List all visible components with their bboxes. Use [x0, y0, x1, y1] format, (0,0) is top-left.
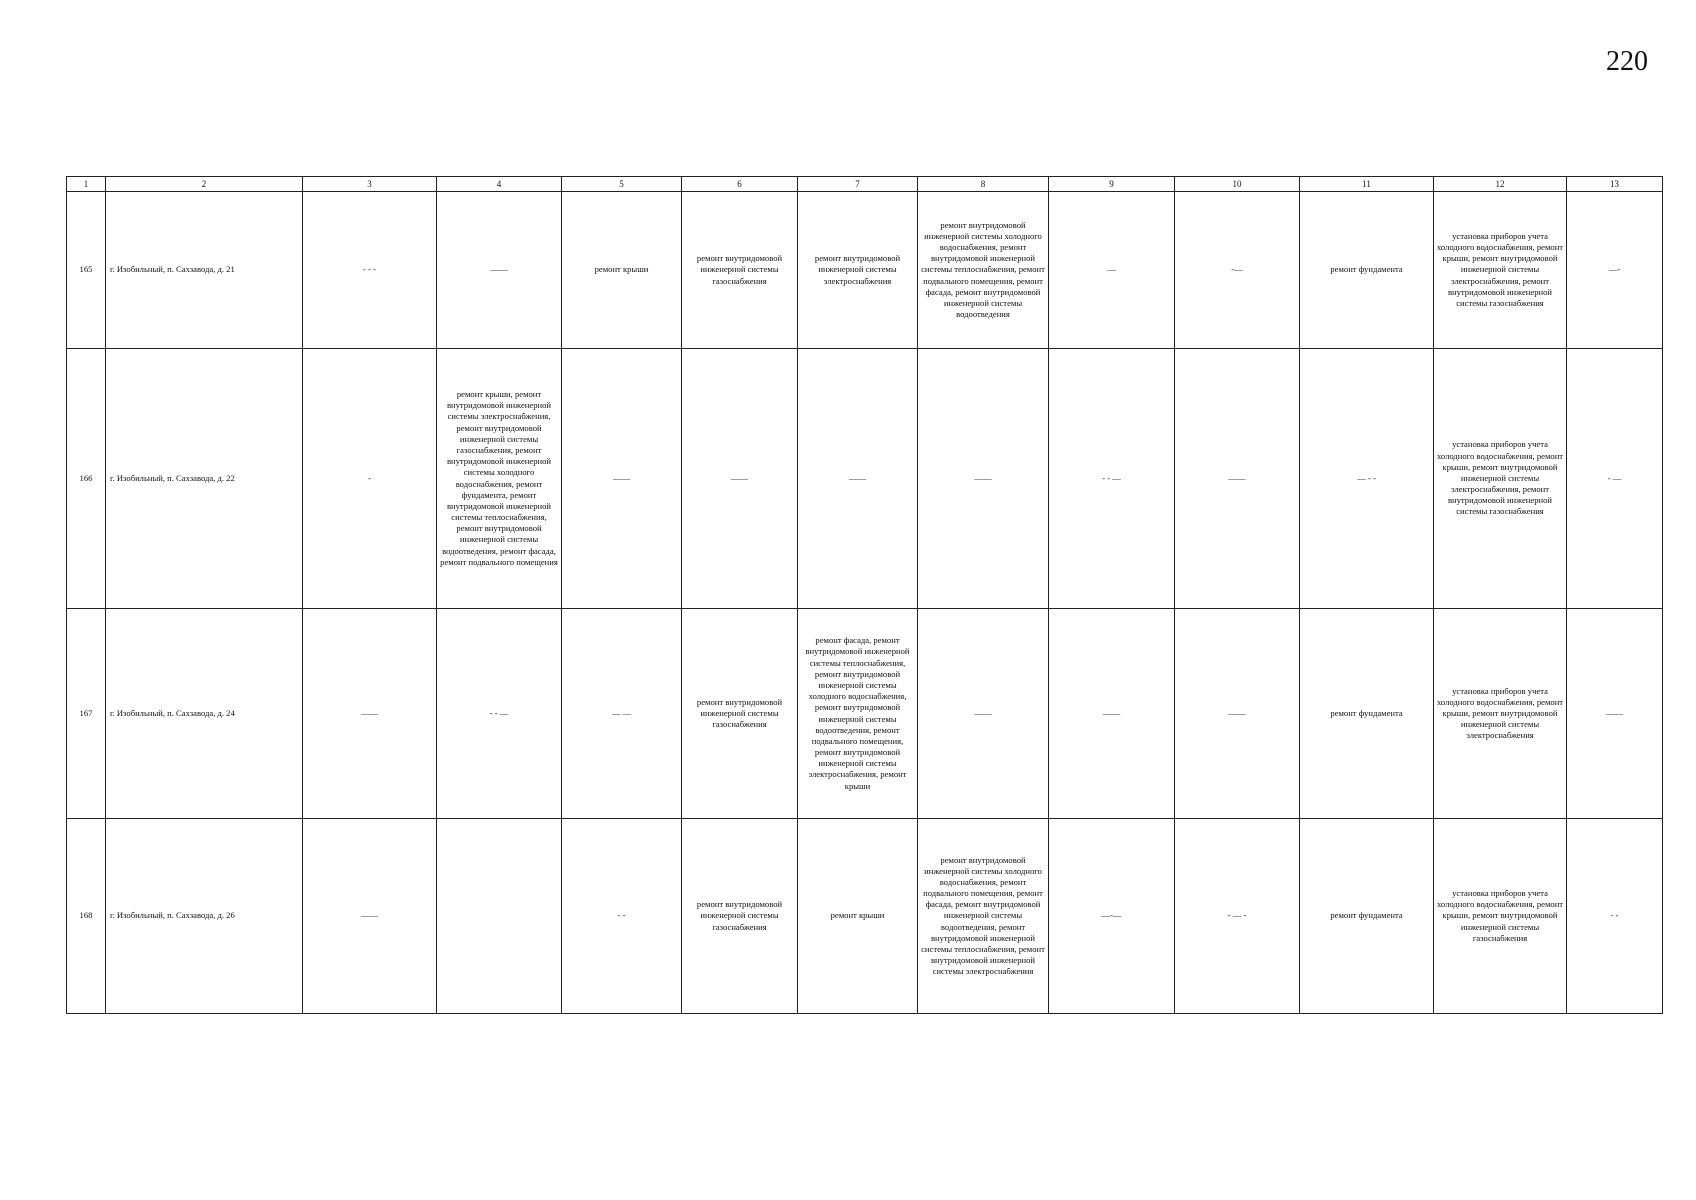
table-cell: ремонт внутридомовой инженерной системы газоснабжения	[682, 192, 798, 349]
table-cell: ремонт фундамента	[1300, 819, 1434, 1014]
column-header: 2	[106, 177, 303, 192]
table-cell: ремонт внутридомовой инженерной системы холодного водоснабжения, ремонт подвального помещения, ремонт фасада, ремонт внутридомовой инженерной системы водоотведения, ремонт внутридомовой инженерной системы теплоснабжения, ремонт внутридомовой инженерной системы электроснабжения	[918, 819, 1049, 1014]
column-header: 12	[1434, 177, 1567, 192]
column-header: 8	[918, 177, 1049, 192]
table-cell: ——	[1049, 609, 1175, 819]
column-header: 4	[437, 177, 562, 192]
table-cell: установка приборов учета холодного водоснабжения, ремонт крыши, ремонт внутридомовой инженерной системы электроснабжения, ремонт внутридомовой инженерной системы газоснабжения	[1434, 349, 1567, 609]
address-cell: г. Изобильный, п. Сахзавода, д. 26	[106, 819, 303, 1014]
table-cell: ремонт фундамента	[1300, 192, 1434, 349]
table-cell: — —	[562, 609, 682, 819]
table-cell: -—	[1175, 192, 1300, 349]
column-header: 6	[682, 177, 798, 192]
table-cell: установка приборов учета холодного водоснабжения, ремонт крыши, ремонт внутридомовой инженерной системы электроснабжения	[1434, 609, 1567, 819]
table-cell: ремонт крыши	[798, 819, 918, 1014]
repair-schedule-table	[66, 176, 1663, 1014]
column-header: 1	[67, 177, 106, 192]
table-cell: ремонт внутридомовой инженерной системы газоснабжения	[682, 819, 798, 1014]
table-cell: —-—	[1049, 819, 1175, 1014]
table-row	[67, 349, 1663, 609]
table-cell: ——	[918, 609, 1049, 819]
column-number-row	[67, 177, 1663, 192]
table-cell: ремонт внутридомовой инженерной системы холодного водоснабжения, ремонт внутридомовой инженерной системы теплоснабжения, ремонт подвального помещения, ремонт фасада, ремонт внутридомовой инженерной системы водоотведения	[918, 192, 1049, 349]
address-cell: г. Изобильный, п. Сахзавода, д. 21	[106, 192, 303, 349]
table-cell: ремонт фундамента	[1300, 609, 1434, 819]
column-header: 11	[1300, 177, 1434, 192]
row-number: 166	[67, 349, 106, 609]
table-cell: — - -	[1300, 349, 1434, 609]
address-cell: г. Изобильный, п. Сахзавода, д. 24	[106, 609, 303, 819]
table-cell: ——	[1175, 609, 1300, 819]
table-cell: ремонт крыши, ремонт внутридомовой инженерной системы электроснабжения, ремонт внутридомовой инженерной системы газоснабжения, ремонт внутридомовой инженерной системы холодного водоснабжения, ремонт фундамента, ремонт внутридомовой инженерной системы теплоснабжения, ремонт внутридомовой инженерной системы водоотведения, ремонт фасада, ремонт подвального помещения	[437, 349, 562, 609]
table-cell: установка приборов учета холодного водоснабжения, ремонт крыши, ремонт внутридомовой инженерной системы газоснабжения	[1434, 819, 1567, 1014]
column-header: 5	[562, 177, 682, 192]
page-number: 220	[1606, 46, 1648, 77]
table-cell: ——	[1175, 349, 1300, 609]
table-row	[67, 819, 1663, 1014]
column-header: 7	[798, 177, 918, 192]
column-header: 10	[1175, 177, 1300, 192]
table-cell: - — -	[1175, 819, 1300, 1014]
table-cell: установка приборов учета холодного водоснабжения, ремонт крыши, ремонт внутридомовой инженерной системы электроснабжения, ремонт внутридомовой инженерной системы газоснабжения	[1434, 192, 1567, 349]
row-number: 165	[67, 192, 106, 349]
table-cell: —-	[1567, 192, 1663, 349]
table-cell: ——	[798, 349, 918, 609]
table-cell: ремонт внутридомовой инженерной системы электроснабжения	[798, 192, 918, 349]
table-cell: - -	[1567, 819, 1663, 1014]
table-cell: - - -	[303, 192, 437, 349]
column-header: 13	[1567, 177, 1663, 192]
table-cell: -	[303, 349, 437, 609]
table-row	[67, 609, 1663, 819]
address-cell: г. Изобильный, п. Сахзавода, д. 22	[106, 349, 303, 609]
row-number: 167	[67, 609, 106, 819]
table-row	[67, 192, 1663, 349]
table-cell: —	[1049, 192, 1175, 349]
table-cell: ——	[303, 819, 437, 1014]
table-cell: ——	[562, 349, 682, 609]
table-cell: ——	[1567, 609, 1663, 819]
column-header: 3	[303, 177, 437, 192]
table-cell: - - —	[1049, 349, 1175, 609]
table-cell: ремонт внутридомовой инженерной системы газоснабжения	[682, 609, 798, 819]
table-cell: ремонт фасада, ремонт внутридомовой инженерной системы теплоснабжения, ремонт внутридомовой инженерной системы холодного водоснабжения, ремонт внутридомовой инженерной системы водоотведения, ремонт подвального помещения, ремонт внутридомовой инженерной системы электроснабжения, ремонт крыши	[798, 609, 918, 819]
table-cell	[437, 819, 562, 1014]
table-cell: - -	[562, 819, 682, 1014]
table-cell: - - —	[437, 609, 562, 819]
table-cell: ——	[918, 349, 1049, 609]
row-number: 168	[67, 819, 106, 1014]
table-cell: ——	[303, 609, 437, 819]
column-header: 9	[1049, 177, 1175, 192]
table-cell: ——	[437, 192, 562, 349]
table-cell: ——	[682, 349, 798, 609]
table-cell: - —	[1567, 349, 1663, 609]
table-cell: ремонт крыши	[562, 192, 682, 349]
